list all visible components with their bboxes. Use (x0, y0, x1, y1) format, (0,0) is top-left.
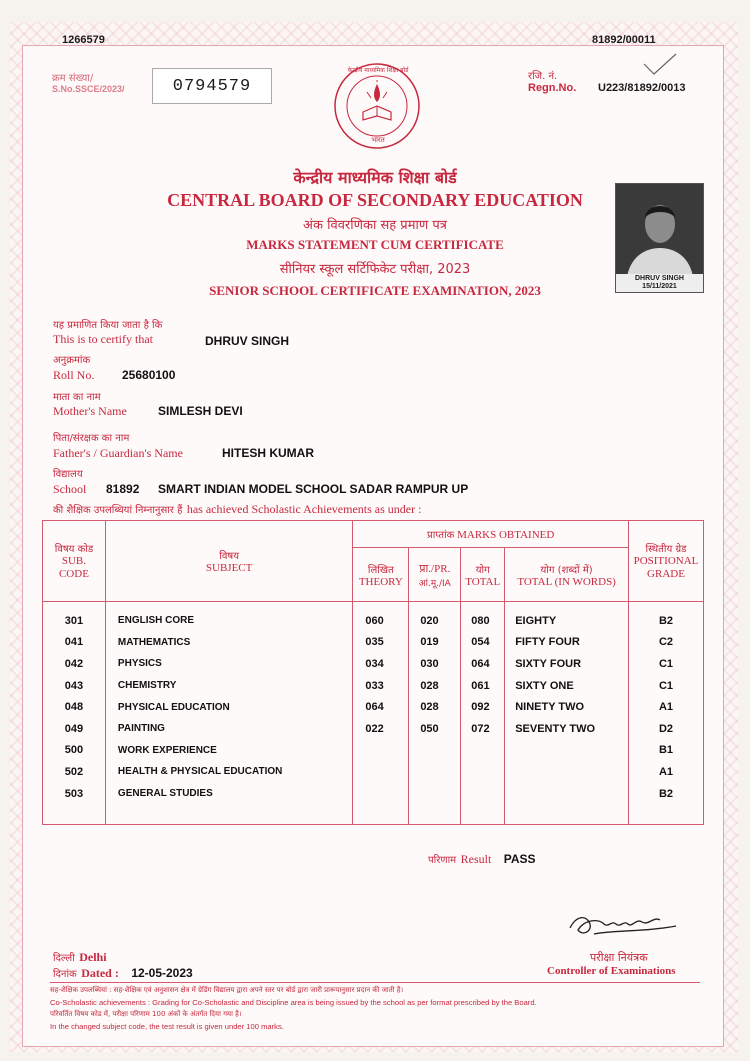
row-grade: B2 (658, 614, 674, 627)
row-grade: A1 (658, 765, 674, 778)
row-grade: B1 (658, 744, 674, 757)
row-theory: 033 (365, 679, 384, 692)
header-total: योग TOTAL (461, 548, 505, 602)
row-code: 043 (64, 679, 84, 692)
total-column (461, 602, 505, 825)
seal-text-top: केन्द्रीय माध्यमिक शिक्षा बोर्ड (347, 67, 409, 74)
practical-column (409, 602, 461, 825)
date-line (53, 964, 193, 982)
grade-column (628, 602, 703, 825)
regn-number: U223/81892/0013 (598, 82, 686, 94)
row-subject: PAINTING (117, 723, 165, 735)
regn-label-hi: रजि. नं. (528, 71, 558, 82)
row-practical: 020 (420, 614, 439, 627)
controller-title-hi: परीक्षा नियंत्रक (590, 951, 648, 964)
note-line-1: सह-शैक्षिक उपलब्धियां : सह-शैक्षिक एवं अनुशासन क्षेत्र में ग्रेडिंग विद्यालय द्वारा अपने स्तर पर बोर्ड द्वारा जारी प्रारूपानुसार प्रदान की जाती है। (50, 986, 404, 994)
mother-label-hi: माता का नाम (53, 392, 101, 403)
note-line-4: In the changed subject code, the test result is given under 100 marks. (50, 1022, 284, 1031)
row-total: 064 (471, 657, 490, 670)
row-subject: MATHEMATICS (117, 636, 191, 648)
certify-label-hi: यह प्रमाणित किया जाता है कि (53, 320, 163, 331)
achieved-label-en: has achieved Scholastic Achievements as under : (186, 502, 422, 516)
school-label-en: School (53, 482, 87, 496)
board-name-en: CENTRAL BOARD OF SECONDARY EDUCATION (167, 190, 583, 210)
row-total-words: EIGHTY (515, 614, 557, 627)
top-left-number: 1266579 (62, 34, 105, 46)
header-marks-obtained: प्राप्तांक MARKS OBTAINED (353, 521, 629, 548)
row-subject: CHEMISTRY (117, 680, 177, 692)
header-code: विषय कोड SUB. CODE (43, 521, 106, 602)
result-label-hi: परिणाम (428, 855, 457, 866)
row-total-words: SEVENTY TWO (515, 722, 596, 735)
mother-label-en: Mother's Name (53, 404, 127, 418)
note-line-3: परिवर्तित विषय कोड में, परीक्षा परिणाम 100 अंकों के अंतर्गत दिया गया है। (50, 1010, 242, 1018)
words-column (505, 602, 629, 825)
city-en: Delhi (79, 950, 107, 964)
header-grade: स्थितीय ग्रेड POSITIONAL GRADE (628, 521, 703, 602)
codes-column (43, 602, 106, 825)
row-total: 072 (471, 722, 490, 735)
photo-caption-name: DHRUV SINGH (634, 275, 684, 282)
row-code: 503 (64, 787, 84, 800)
photo-caption-date: 15/11/2021 (642, 283, 677, 290)
row-subject: PHYSICAL EDUCATION (117, 701, 230, 713)
row-total: 092 (471, 701, 490, 714)
row-code: 301 (64, 614, 84, 627)
row-practical: 028 (420, 679, 439, 692)
roll-number: 25680100 (122, 368, 176, 382)
header-subject: विषय SUBJECT (105, 521, 352, 602)
row-subject: WORK EXPERIENCE (117, 744, 217, 756)
result-value: PASS (503, 852, 536, 866)
row-code: 500 (64, 744, 84, 757)
header-total-words: योग (शब्दों में) TOTAL (IN WORDS) (505, 548, 629, 602)
row-grade: C1 (658, 657, 674, 670)
row-grade: D2 (658, 722, 674, 735)
father-label-hi: पिता/संरक्षक का नाम (53, 433, 130, 444)
row-theory: 064 (365, 701, 384, 714)
row-total-words: SIXTY FOUR (515, 657, 582, 670)
father-label-en: Father's / Guardian's Name (53, 446, 183, 460)
row-code: 048 (64, 701, 84, 714)
row-grade: C1 (658, 679, 674, 692)
row-grade: A1 (658, 701, 674, 714)
row-grade: C2 (658, 636, 674, 649)
roll-label-en: Roll No. (53, 368, 95, 382)
row-practical: 050 (420, 722, 439, 735)
row-subject: GENERAL STUDIES (117, 788, 213, 800)
student-name: DHRUV SINGH (205, 334, 290, 348)
mother-name: SIMLESH DEVI (158, 404, 243, 418)
result-label-en: Result (460, 852, 492, 866)
exam-title-en: SENIOR SCHOOL CERTIFICATE EXAMINATION, 2023 (209, 283, 541, 298)
issue-date: 12-05-2023 (131, 966, 193, 980)
row-total: 054 (471, 636, 490, 649)
row-total: 080 (471, 614, 490, 627)
serial-number: 0794579 (152, 68, 272, 104)
row-theory: 035 (365, 636, 384, 649)
row-practical: 030 (420, 657, 439, 670)
result-line (428, 850, 536, 868)
row-subject: ENGLISH CORE (117, 615, 195, 627)
certificate-title-hi: अंक विवरणिका सह प्रमाण पत्र (303, 218, 447, 233)
row-theory: 022 (365, 722, 384, 735)
school-label-hi: विद्यालय (53, 469, 83, 480)
achieved-label-hi: की शैक्षिक उपलब्धियां निम्नानुसार हैं (53, 505, 183, 516)
city-hi: दिल्ली (53, 953, 75, 964)
row-total-words: FIFTY FOUR (515, 636, 580, 649)
school-name: SMART INDIAN MODEL SCHOOL SADAR RAMPUR UP (158, 482, 469, 496)
father-name: HITESH KUMAR (222, 446, 314, 460)
serial-label-en: S.No.SSCE/2023/ (52, 84, 125, 94)
row-grade: B2 (658, 787, 674, 800)
row-total-words: NINETY TWO (515, 701, 585, 714)
notes-divider (50, 982, 700, 983)
achievement-line (53, 500, 421, 518)
header-theory: लिखित THEORY (353, 548, 409, 602)
school-code: 81892 (106, 482, 140, 496)
dated-label-hi: दिनांक (53, 969, 77, 980)
certify-label-en: This is to certify that (53, 332, 153, 346)
student-portrait-icon (616, 184, 703, 284)
dated-label-en: Dated : (81, 966, 119, 980)
note-line-2: Co-Scholastic achievements : Grading for Co-Scholastic and Discipline area is being issued by the school as per format prescribed by the Board. (50, 998, 537, 1007)
row-code: 502 (64, 765, 84, 778)
serial-label-hi: क्रम संख्या/ (52, 73, 94, 84)
header-practical: प्रा./PR. आं.मू./IA (409, 548, 461, 602)
row-code: 042 (64, 657, 84, 670)
student-photo (615, 183, 704, 293)
row-subject: HEALTH & PHYSICAL EDUCATION (117, 766, 283, 778)
row-code: 041 (64, 636, 84, 649)
row-practical: 019 (420, 636, 439, 649)
checkmark-icon (640, 50, 680, 80)
row-total-words: SIXTY ONE (515, 679, 574, 692)
row-code: 049 (64, 722, 84, 735)
row-total: 061 (471, 679, 490, 692)
board-name-hi: केन्द्रीय माध्यमिक शिक्षा बोर्ड (293, 168, 457, 187)
regn-label-en: Regn.No. (528, 82, 577, 94)
row-subject: PHYSICS (117, 658, 162, 670)
controller-signature-icon (564, 902, 684, 946)
row-theory: 034 (365, 657, 384, 670)
exam-title-hi: सीनियर स्कूल सर्टिफिकेट परीक्षा, 2023 (279, 262, 471, 277)
top-right-number: 81892/00011 (592, 34, 656, 46)
theory-column (353, 602, 409, 825)
row-theory: 060 (365, 614, 384, 627)
roll-label-hi: अनुक्रमांक (53, 355, 91, 366)
row-practical: 028 (420, 701, 439, 714)
marks-table (42, 520, 704, 825)
seal-text-bottom: भारत (371, 136, 385, 144)
certificate-title-en: MARKS STATEMENT CUM CERTIFICATE (246, 237, 504, 252)
controller-title-en: Controller of Examinations (547, 965, 676, 977)
subjects-column (105, 602, 352, 825)
